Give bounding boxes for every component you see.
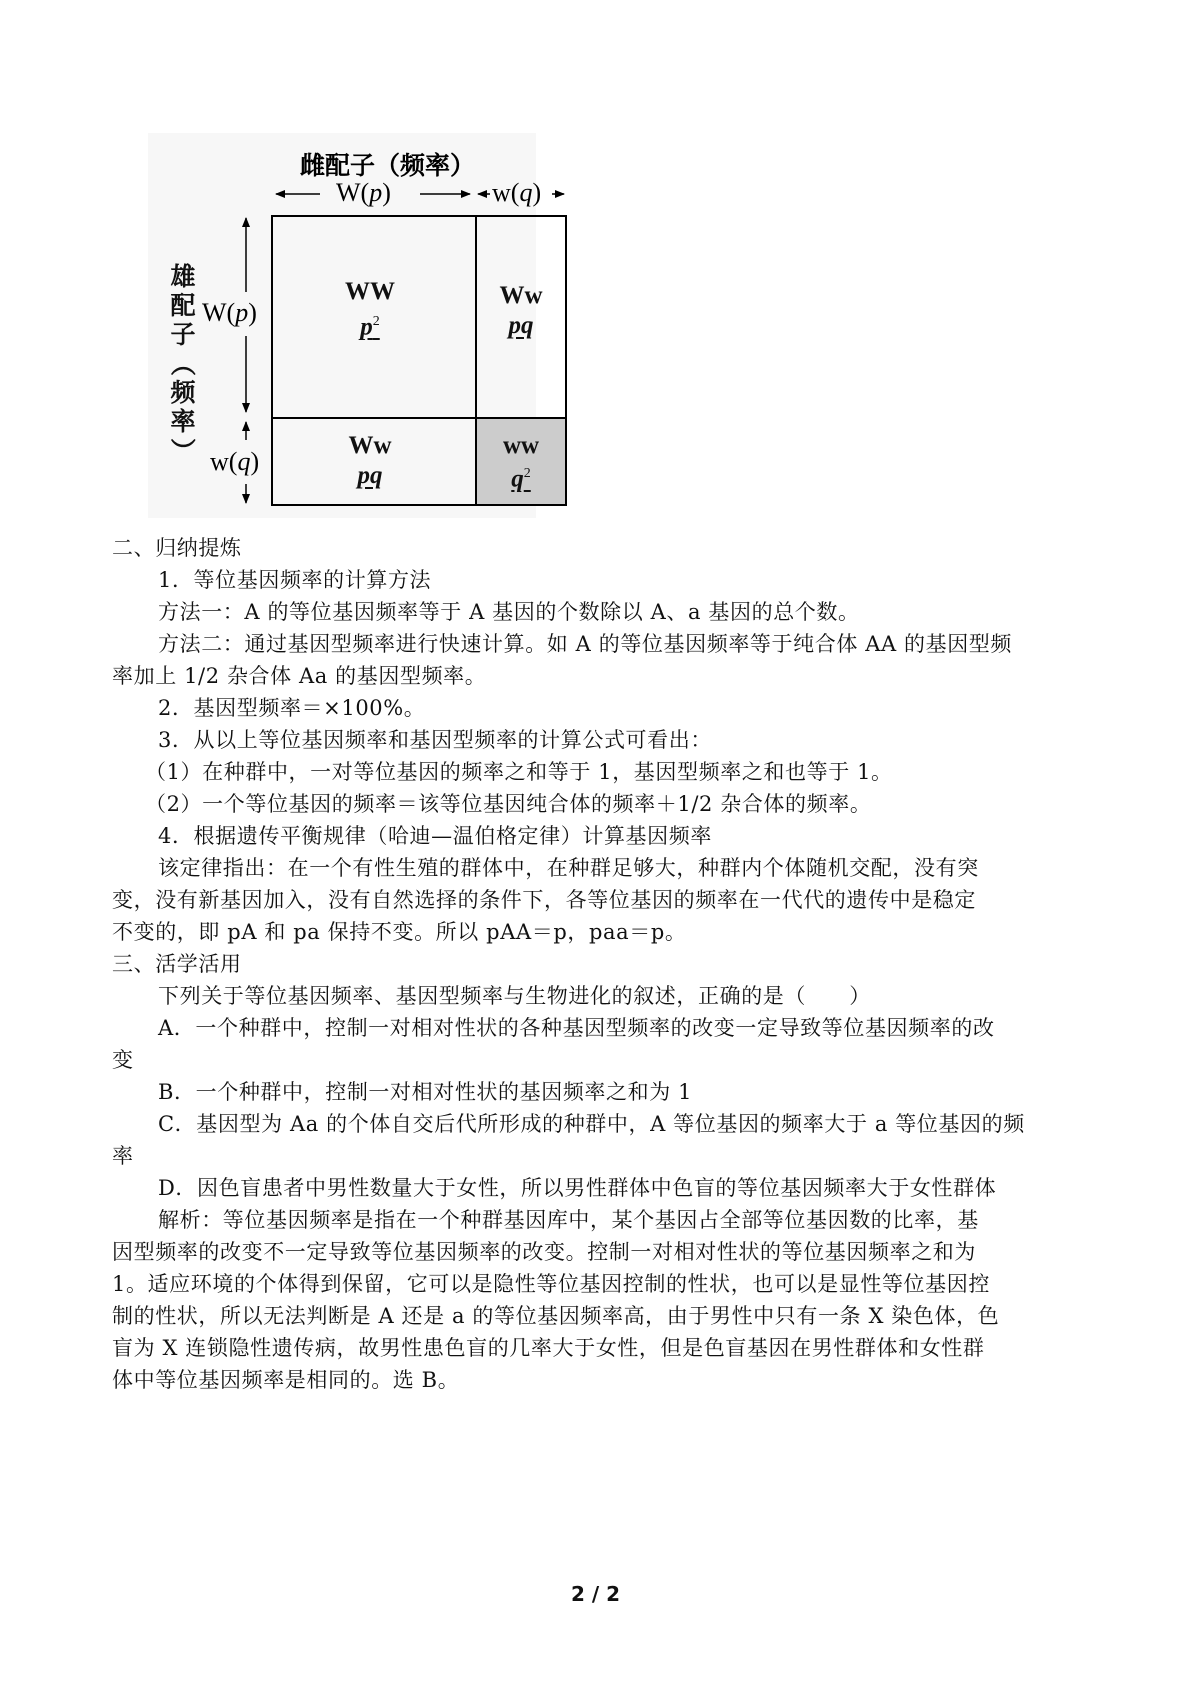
cell-Ww-bottom-frequency: pq — [357, 462, 383, 489]
item-3-heading: 3．从以上等位基因频率和基因型频率的计算公式可看出： — [158, 728, 712, 752]
analysis-line6: 体中等位基因频率是相同的。选 B。 — [112, 1368, 460, 1392]
female-gametes-title: 雌配子（频率） — [300, 151, 476, 180]
item-4-heading: 4．根据遗传平衡规律（哈迪—温伯格定律）计算基因频率 — [158, 824, 712, 848]
option-a-line1: A．一个种群中，控制一对相对性状的各种基因型频率的改变一定导致等位基因频率的改 — [158, 1016, 995, 1040]
analysis-line3: 1。适应环境的个体得到保留，它可以是隐性等位基因控制的性状，也可以是显性等位基因控 — [112, 1272, 990, 1296]
cell-ww-genotype: ww — [502, 432, 540, 459]
cell-Ww-bottom-genotype: Ww — [348, 432, 392, 459]
method-two-line1: 方法二：通过基因型频率进行快速计算。如 A 的等位基因频率等于纯合体 AA 的基因型频 — [158, 632, 1012, 656]
option-c-line2: 率 — [112, 1144, 134, 1168]
section-heading-practice: 三、活学活用 — [112, 952, 242, 976]
cell-Ww-top-frequency: pq — [508, 312, 534, 339]
cell-ww-frequency: $q^2$ — [511, 465, 531, 493]
page-number: 2 / 2 — [570, 1582, 621, 1606]
left-label-w: w(q) — [210, 447, 260, 476]
item-3-point-2: （2）一个等位基因的频率＝该等位基因纯合体的频率＋1/2 杂合体的频率。 — [145, 792, 872, 816]
analysis-line5: 盲为 X 连锁隐性遗传病，故男性患色盲的几率大于女性，但是色盲基因在男性群体和女性群 — [112, 1336, 985, 1360]
left-label-W: W(p) — [202, 298, 257, 327]
analysis-line4: 制的性状，所以无法判断是 A 还是 a 的等位基因频率高，由于男性中只有一条 X 染色体，色 — [112, 1304, 1000, 1328]
analysis-line1: 解析：等位基因频率是指在一个种群基因库中，某个基因占全部等位基因数的比率，基 — [158, 1208, 979, 1232]
cell-Ww-top-genotype: Ww — [499, 282, 543, 309]
top-label-W: W(p) — [336, 178, 391, 207]
option-c-line1: C．基因型为 Aa 的个体自交后代所形成的种群中，A 等位基因的频率大于 a 等位基因的频 — [158, 1112, 1025, 1136]
analysis-line2: 因型频率的改变不一定导致等位基因频率的改变。控制一对相对性状的等位基因频率之和为 — [112, 1240, 976, 1264]
item-3-point-1: （1）在种群中，一对等位基因的频率之和等于 1，基因型频率之和也等于 1。 — [145, 760, 893, 784]
option-a-line2: 变 — [112, 1048, 134, 1072]
item-2-genotype-frequency: 2．基因型频率＝×100%。 — [158, 696, 426, 720]
law-paragraph-line2: 变，没有新基因加入，没有自然选择的条件下，各等位基因的频率在一代代的遗传中是稳定 — [112, 888, 976, 912]
item-1-heading: 1．等位基因频率的计算方法 — [158, 568, 432, 592]
law-paragraph-line1: 该定律指出：在一个有性生殖的群体中，在种群足够大，种群内个体随机交配，没有突 — [158, 856, 979, 880]
option-b: B．一个种群中，控制一对相对性状的基因频率之和为 1 — [158, 1080, 693, 1104]
method-one: 方法一：A 的等位基因频率等于 A 基因的个数除以 A、a 基因的总个数。 — [158, 600, 860, 624]
law-paragraph-line3: 不变的，即 pA 和 pa 保持不变。所以 pAA＝p，paa＝p。 — [112, 920, 687, 944]
male-gametes-title: 雄 配 子 （ 频 率 ） — [168, 262, 198, 464]
cell-WW-frequency: $p^2$ — [360, 313, 380, 341]
question-stem: 下列关于等位基因频率、基因型频率与生物进化的叙述，正确的是（ ） — [158, 984, 871, 1008]
option-d: D．因色盲患者中男性数量大于女性，所以男性群体中色盲的等位基因频率大于女性群体 — [158, 1176, 997, 1200]
cell-WW-genotype: WW — [345, 278, 395, 305]
top-label-w: w(q) — [492, 178, 542, 207]
section-heading-summary: 二、归纳提炼 — [112, 536, 242, 560]
punnett-square-figure — [0, 0, 1191, 520]
method-two-line2: 率加上 1/2 杂合体 Aa 的基因型频率。 — [112, 664, 487, 688]
